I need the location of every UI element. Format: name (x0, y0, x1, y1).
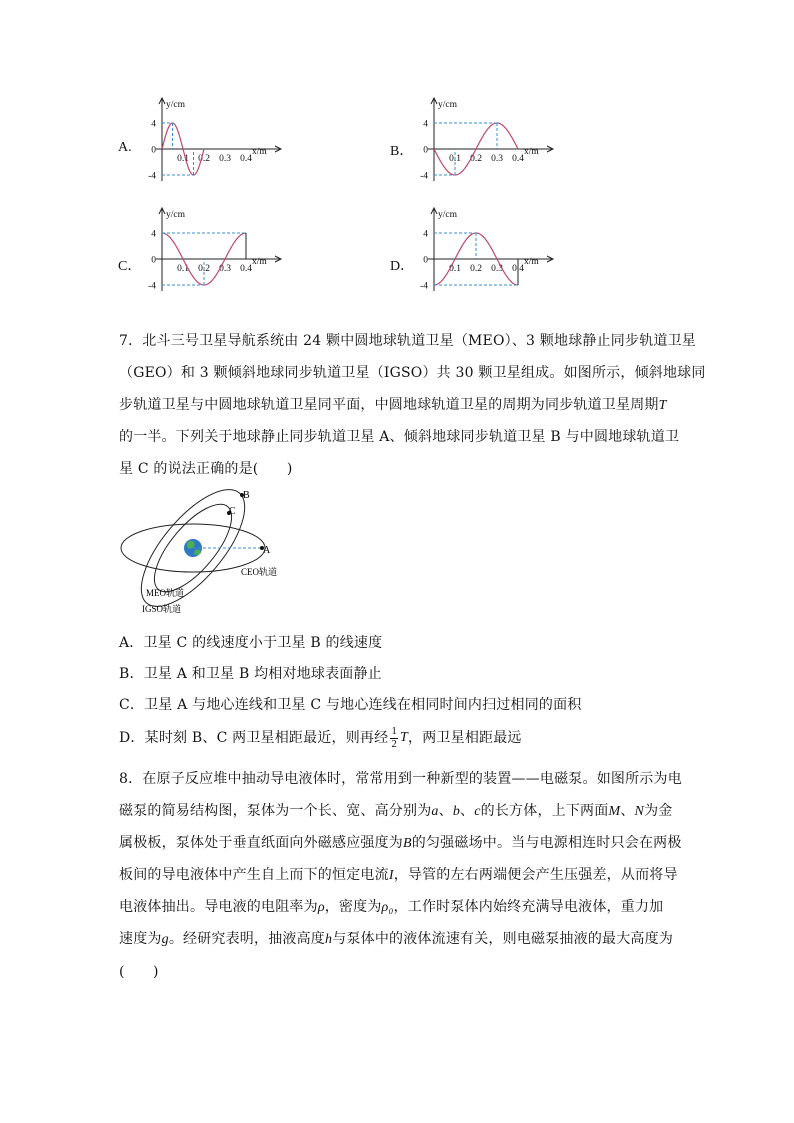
q8-line-5-c: ，工作时泵体内始终充满导电液体，重力加 (393, 899, 664, 915)
q7-line-2: （GEO）和 3 颗倾斜地球同步轨道卫星（IGSO）共 30 颗卫星组成。如图所示，倾斜地球同 (119, 365, 706, 381)
y-tick-label: 0 (423, 145, 428, 156)
x-tick-label: 0.2 (470, 264, 482, 274)
q8-line-6-b: 。经研究表明，抽液高度 (168, 931, 326, 947)
q7-option-d-period: T (400, 730, 409, 746)
q8-line-5-a: 电液体抽出。导电液的电阻率为 (119, 899, 318, 915)
x-tick-label: 0.4 (240, 264, 252, 274)
q7-option-c: C．卫星 A 与地心连线和卫星 C 与地心连线在相同时间内扫过相同的面积 (119, 697, 582, 713)
option-d-wave-graph (412, 205, 562, 295)
var-m: M (608, 804, 621, 819)
var-n: N (634, 804, 645, 819)
q8-line-1: 8．在原子反应堆中抽动导电液体时，常常用到一种新型的装置——电磁泵。如图所示为电 (119, 771, 682, 787)
q8-line-7: ( ) (119, 964, 159, 980)
orbit-diagram (118, 486, 298, 620)
y-tick-label: -4 (148, 171, 156, 182)
x-tick-label: 0.3 (491, 264, 503, 274)
y-tick-label: 0 (151, 145, 156, 156)
y-tick-label: -4 (420, 171, 428, 182)
q7-line-3 (119, 398, 667, 413)
option-b-letter: B． (390, 144, 414, 159)
y-axis-label: y/cm (166, 210, 185, 220)
q8-line-3-b: 的匀强磁场中。当与电源相连时只会在两极 (411, 835, 682, 851)
x-tick-label: 0.3 (491, 154, 503, 164)
sep-3: 、 (620, 803, 635, 819)
var-b: b (452, 804, 461, 819)
q8-line-5 (119, 900, 663, 915)
q7-line-1: 7．北斗三号卫星导航系统由 24 颗中圆地球轨道卫星（MEO）、3 颗地球静止同步轨道卫星 (119, 333, 697, 349)
half-fraction (390, 726, 398, 750)
q8-line-4 (119, 868, 678, 883)
q8-line-3-a: 属极板，泵体处于垂直纸面向外磁感应强度为 (119, 835, 403, 851)
half-numerator: 1 (391, 725, 398, 737)
geo-label: CEO轨道 (241, 567, 278, 577)
y-tick-label: 4 (423, 229, 428, 240)
x-axis-label: x/m (524, 257, 539, 267)
x-tick-label: 0.1 (449, 264, 461, 274)
q8-line-4-a: 板间的导电液体中产生自上而下的恒定电流 (119, 867, 389, 883)
y-axis-label: y/cm (438, 210, 457, 220)
q8-line-6 (119, 932, 673, 947)
label-a: A (263, 545, 271, 556)
var-b-field: B (403, 836, 412, 851)
q8-line-4-b: ，导管的左右两端便会产生压强差，从而将导 (393, 867, 678, 883)
q8-line-6-a: 速度为 (119, 931, 162, 947)
x-tick-label: 0.3 (219, 264, 231, 274)
option-a-letter: A. (118, 140, 132, 155)
q8-line-2-a: 磁泵的简易结构图，泵体为一个长、宽、高分别为 (119, 803, 432, 819)
x-tick-label: 0.2 (198, 264, 210, 274)
label-b: B (243, 490, 250, 501)
y-tick-label: -4 (420, 281, 428, 292)
x-tick-label: 0.4 (512, 154, 524, 164)
q7-option-d (119, 726, 522, 750)
y-tick-label: 4 (151, 119, 156, 130)
var-g: g (161, 932, 169, 947)
x-tick-label: 0.4 (240, 154, 252, 164)
q8-line-5-b: ，密度为 (324, 899, 382, 915)
q8-line-3 (119, 836, 682, 851)
x-axis-label: x/m (524, 147, 539, 157)
q7-option-b: B．卫星 A 和卫星 B 均相对地球表面静止 (119, 666, 382, 682)
x-tick-label: 0.4 (512, 264, 524, 274)
y-axis-label: y/cm (166, 100, 185, 110)
var-h: h (325, 932, 333, 947)
var-rho: ρ (317, 900, 325, 915)
period-symbol: T (658, 398, 667, 413)
option-a-wave-graph (140, 95, 290, 185)
x-tick-label: 0.1 (177, 264, 189, 274)
x-axis-label: x/m (252, 257, 267, 267)
var-rho0: ρ₀ (381, 900, 394, 915)
q7-option-d-prefix: D．某时刻 B、C 两卫星相距最近，则再经 (119, 730, 389, 747)
option-d-letter: D． (390, 259, 415, 274)
option-b-wave-graph (412, 95, 562, 185)
x-axis-label: x/m (252, 147, 267, 157)
x-tick-label: 0.1 (177, 154, 189, 164)
x-tick-label: 0.3 (219, 154, 231, 164)
meo-label: MEO轨道 (146, 588, 184, 598)
y-tick-label: 0 (423, 255, 428, 266)
var-c: c (474, 804, 481, 819)
q7-option-d-suffix: ，两卫星相距最远 (408, 730, 522, 747)
y-tick-label: 4 (151, 229, 156, 240)
q8-line-2 (119, 804, 672, 819)
option-c-letter: C． (118, 259, 142, 274)
q7-line-3-text: 步轨道卫星与中圆地球轨道卫星同平面，中圆地球轨道卫星的周期为同步轨道卫星周期 (119, 397, 659, 413)
x-tick-label: 0.1 (449, 154, 461, 164)
y-tick-label: 4 (423, 119, 428, 130)
y-tick-label: -4 (148, 281, 156, 292)
q7-line-5: 星 C 的说法正确的是( ) (119, 461, 293, 477)
q8-line-2-c: 为金 (644, 803, 673, 819)
q7-option-a: A．卫星 C 的线速度小于卫星 B 的线速度 (119, 635, 383, 651)
q8-line-2-b: 的长方体，上下两面 (480, 803, 609, 819)
half-denominator: 2 (391, 737, 398, 750)
option-c-wave-graph (140, 205, 290, 295)
x-tick-label: 0.2 (198, 154, 210, 164)
label-c: C (229, 506, 236, 517)
igso-label: IGSO轨道 (142, 604, 182, 614)
q8-line-6-c: 与泵体中的液体流速有关，则电磁泵抽液的最大高度为 (332, 931, 674, 947)
y-tick-label: 0 (151, 255, 156, 266)
var-i: I (388, 868, 394, 883)
y-axis-label: y/cm (438, 100, 457, 110)
x-tick-label: 0.2 (470, 154, 482, 164)
sep-2: 、 (460, 803, 475, 819)
var-a: a (431, 804, 439, 819)
q7-line-4: 的一半。下列关于地球静止同步轨道卫星 A、倾斜地球同步轨道卫星 B 与中圆地球轨道卫 (119, 429, 680, 445)
sep-1: 、 (438, 803, 453, 819)
